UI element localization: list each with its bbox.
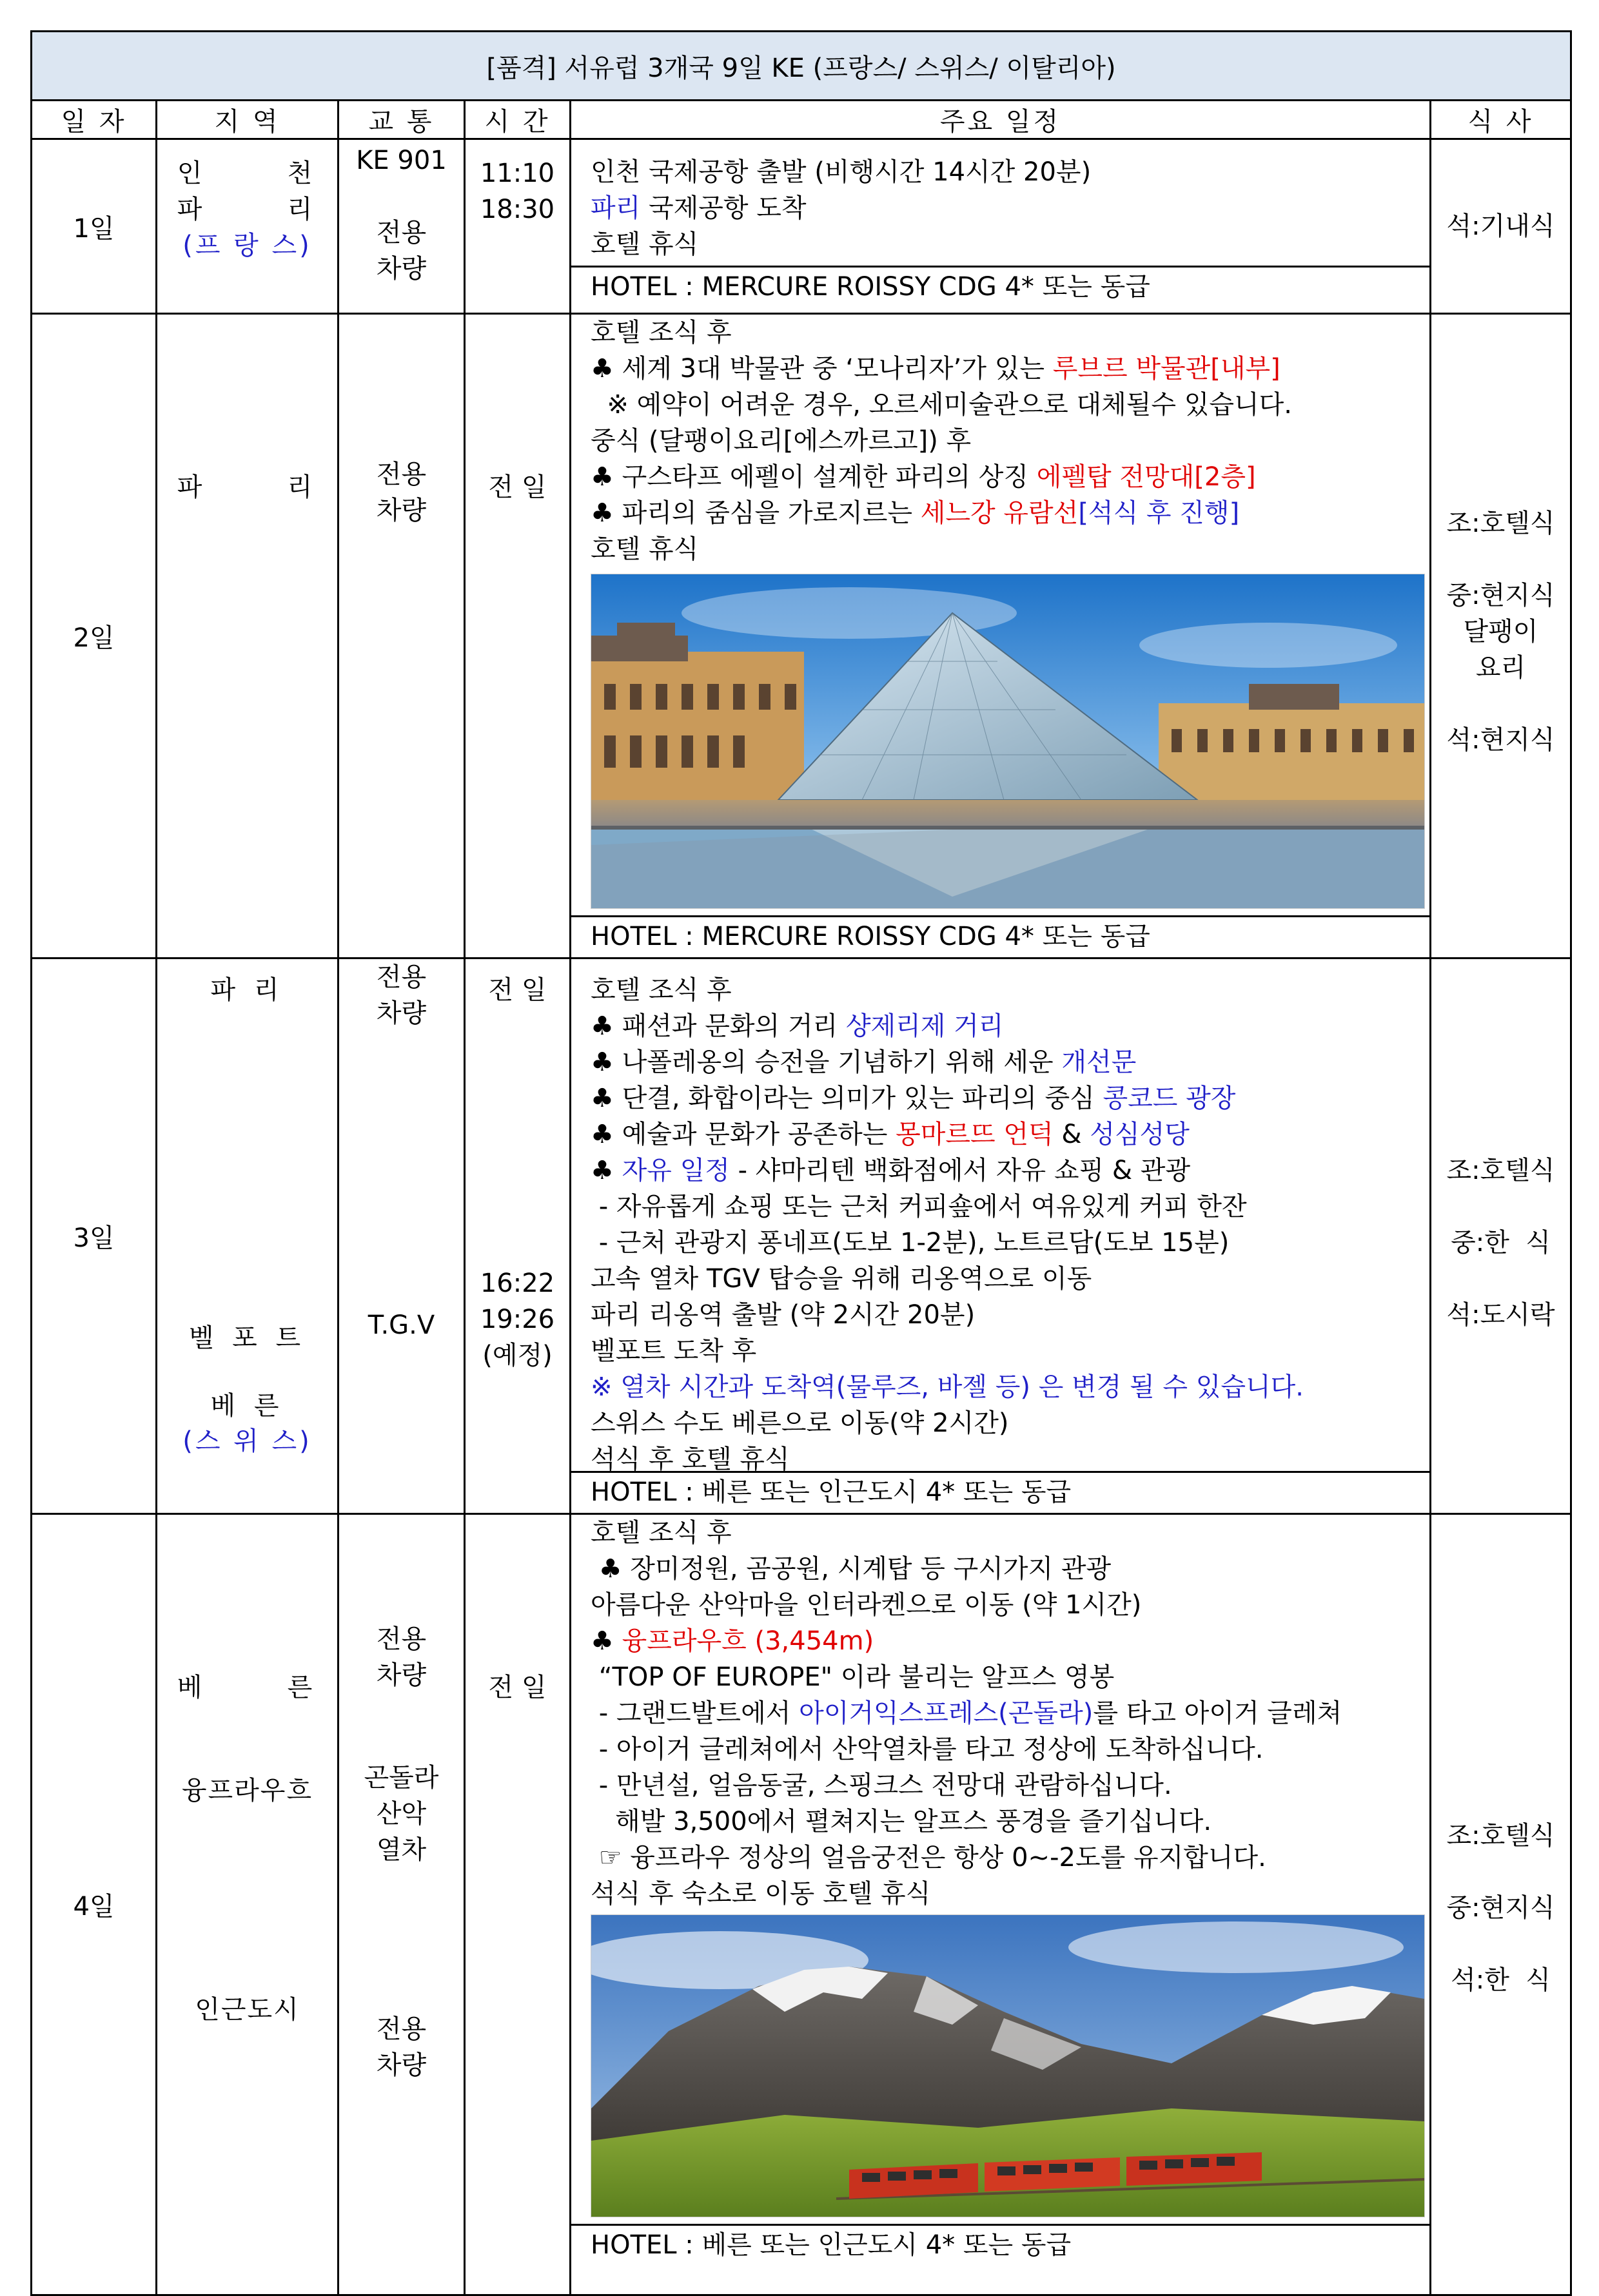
schedule-line: 인천 국제공항 출발 (비행시간 14시간 20분) bbox=[591, 157, 1092, 187]
itinerary-table bbox=[30, 30, 1572, 2296]
day-label: 1일 bbox=[32, 139, 157, 314]
region-cell bbox=[157, 314, 338, 958]
transport-text: 차량 bbox=[376, 1660, 427, 1690]
meal-text: 중:현지식 bbox=[1446, 1893, 1555, 1923]
schedule-line: 호텔 휴식 bbox=[591, 534, 699, 564]
schedule-line: 석식 후 숙소로 이동 호텔 휴식 bbox=[591, 1879, 931, 1909]
transport-text: 전용 bbox=[376, 460, 427, 489]
header-day: 일 자 bbox=[32, 101, 157, 139]
time-text: 11:10 bbox=[480, 159, 555, 188]
schedule-line: 중식 (달팽이요리[에스까르고]) 후 bbox=[591, 426, 972, 456]
meal-cell bbox=[1431, 1514, 1571, 2295]
transport-text: 차량 bbox=[376, 254, 427, 284]
itinerary-document bbox=[30, 30, 1570, 2260]
schedule-line: ☞ 융프라우 정상의 얼음궁전은 항상 0~-2도를 유지합니다. bbox=[591, 1843, 1266, 1873]
meal-text: 석:도시락 bbox=[1446, 1300, 1555, 1330]
region-name: 융프라우흐 bbox=[181, 1776, 313, 1805]
schedule-line: 호텔 휴식 bbox=[591, 229, 699, 259]
time-text: 16:22 bbox=[480, 1269, 555, 1298]
time-cell bbox=[465, 1514, 571, 2295]
region-cell bbox=[157, 958, 338, 1514]
day-row-1 bbox=[32, 139, 1571, 314]
day-row-2 bbox=[32, 314, 1571, 958]
schedule-line: 석식 후 호텔 휴식 bbox=[591, 1445, 790, 1474]
schedule-line: ♣ 파리의 줌심을 가로지르는 세느강 유람선[석식 후 진행] bbox=[591, 498, 1240, 528]
region-name: 파 리 bbox=[177, 472, 318, 502]
transport-cell bbox=[338, 314, 465, 958]
time-text: 18:30 bbox=[480, 195, 555, 224]
header-time: 시 간 bbox=[465, 101, 571, 139]
schedule-line: ♣ 예술과 문화가 공존하는 몽마르뜨 언덕 & 성심성당 bbox=[591, 1120, 1190, 1149]
country-name: (스 위 스) bbox=[182, 1426, 312, 1456]
hotel-line: HOTEL : 베른 또는 인근도시 4* 또는 동급 bbox=[571, 2224, 1429, 2266]
schedule-cell bbox=[571, 958, 1431, 1514]
day-row-4 bbox=[32, 1514, 1571, 2295]
meal-cell bbox=[1431, 958, 1571, 1514]
region-name: 파 리 bbox=[177, 195, 318, 224]
transport-cell bbox=[338, 958, 465, 1514]
time-cell bbox=[465, 139, 571, 314]
schedule-line: 호텔 조식 후 bbox=[591, 975, 732, 1005]
meal-text: 중:한 식 bbox=[1451, 1228, 1551, 1258]
schedule-line: ♣ 단결, 화합이라는 의미가 있는 파리의 중심 콩코드 광장 bbox=[591, 1084, 1236, 1113]
time-text: 19:26 bbox=[480, 1305, 555, 1334]
region-name: 인근도시 bbox=[195, 1995, 300, 2025]
meal-cell bbox=[1431, 139, 1571, 314]
hotel-line: HOTEL : 베른 또는 인근도시 4* 또는 동급 bbox=[571, 1471, 1429, 1513]
transport-cell bbox=[338, 1514, 465, 2295]
transport-text: 차량 bbox=[376, 998, 427, 1028]
meal-text: 석:현지식 bbox=[1446, 725, 1555, 755]
header-schedule: 주요 일정 bbox=[571, 101, 1431, 139]
transport-text: 전용 bbox=[376, 2014, 427, 2044]
region-name: 베 른 bbox=[177, 1673, 318, 1702]
meal-cell bbox=[1431, 314, 1571, 958]
meal-text: 조:호텔식 bbox=[1446, 1821, 1555, 1851]
jungfrau-photo bbox=[591, 1914, 1425, 2217]
flight-number: KE 901 bbox=[356, 146, 447, 175]
schedule-line: “TOP OF EUROPE" 이라 불리는 알프스 영봉 bbox=[591, 1662, 1115, 1692]
time-text: (예정) bbox=[482, 1341, 553, 1370]
day-label: 3일 bbox=[32, 958, 157, 1514]
schedule-cell bbox=[571, 314, 1431, 958]
schedule-cell bbox=[571, 1514, 1431, 2295]
schedule-line: ♣ 나폴레옹의 승전을 기념하기 위해 세운 개선문 bbox=[591, 1047, 1137, 1077]
schedule-line: 스위스 수도 베른으로 이동(약 2시간) bbox=[591, 1408, 1009, 1438]
header-region: 지 역 bbox=[157, 101, 338, 139]
table-header-row bbox=[32, 101, 1571, 139]
schedule-line: ♣ 구스타프 에펠이 설계한 파리의 상징 에펠탑 전망대[2층] bbox=[591, 462, 1256, 492]
schedule-line: - 만년설, 얼음동굴, 스핑크스 전망대 관람하십니다. bbox=[591, 1771, 1172, 1800]
schedule-line: 호텔 조식 후 bbox=[591, 1518, 732, 1548]
time-text: 전 일 bbox=[488, 472, 547, 502]
country-name: (프 랑 스) bbox=[182, 231, 312, 260]
header-transport: 교 통 bbox=[338, 101, 465, 139]
schedule-line: - 그랜드발트에서 아이거익스프레스(곤돌라)를 타고 아이거 글레쳐 bbox=[591, 1698, 1342, 1728]
schedule-line: - 자유롭게 쇼핑 또는 근처 커피숖에서 여유있게 커피 한잔 bbox=[591, 1192, 1247, 1221]
region-name: 파 리 bbox=[210, 975, 284, 1005]
louvre-pyramid-image bbox=[591, 574, 1424, 908]
hotel-line: HOTEL : MERCURE ROISSY CDG 4* 또는 동급 bbox=[571, 266, 1429, 307]
region-cell bbox=[157, 139, 338, 314]
meal-text: 달팽이 bbox=[1463, 617, 1538, 647]
time-text: 전 일 bbox=[488, 975, 547, 1005]
schedule-line: 아름다운 산악마을 인터라켄으로 이동 (약 1시간) bbox=[591, 1590, 1142, 1620]
region-name: 인 천 bbox=[177, 159, 318, 188]
schedule-line: ♣ 세계 3대 박물관 중 ‘모나리자’가 있는 루브르 박물관[내부] bbox=[591, 354, 1280, 384]
transport-text: 전용 bbox=[376, 962, 427, 992]
schedule-line: 고속 열차 TGV 탑승을 위해 리옹역으로 이동 bbox=[591, 1264, 1092, 1294]
schedule-cell bbox=[571, 139, 1431, 314]
document-title: [품격] 서유럽 3개국 9일 KE (프랑스/ 스위스/ 이탈리아) bbox=[32, 32, 1571, 101]
transport-cell bbox=[338, 139, 465, 314]
schedule-line: 파리 국제공항 도착 bbox=[591, 193, 807, 223]
transport-text: 차량 bbox=[376, 2050, 427, 2080]
meal-text: 중:현지식 bbox=[1446, 581, 1555, 610]
schedule-line: - 아이거 글레쳐에서 산악열차를 타고 정상에 도착하십니다. bbox=[591, 1735, 1264, 1764]
schedule-line: ※ 예약이 어려운 경우, 오르세미술관으로 대체될수 있습니다. bbox=[591, 390, 1293, 420]
transport-text: 곤돌라 bbox=[364, 1763, 439, 1793]
meal-text: 석:기내식 bbox=[1446, 211, 1555, 241]
hotel-line: HOTEL : MERCURE ROISSY CDG 4* 또는 동급 bbox=[571, 915, 1429, 957]
transport-text: 열차 bbox=[376, 1835, 427, 1865]
day-row-3 bbox=[32, 958, 1571, 1514]
meal-text: 석:한 식 bbox=[1451, 1965, 1551, 1995]
transport-text: 전용 bbox=[376, 1624, 427, 1654]
schedule-line: 호텔 조식 후 bbox=[591, 318, 732, 347]
meal-text: 요리 bbox=[1475, 653, 1526, 683]
day-label: 4일 bbox=[32, 1514, 157, 2295]
transport-text: 산악 bbox=[376, 1799, 427, 1829]
region-name: 벨 포 트 bbox=[188, 1323, 306, 1353]
schedule-line: ♣ 장미정원, 곰공원, 시계탑 등 구시가지 관광 bbox=[591, 1554, 1112, 1584]
time-cell bbox=[465, 314, 571, 958]
transport-text: 전용 bbox=[376, 218, 427, 248]
schedule-line: ♣ 자유 일정 - 샤마리텐 백화점에서 자유 쇼핑 & 관광 bbox=[591, 1156, 1191, 1185]
header-meal: 식 사 bbox=[1431, 101, 1571, 139]
schedule-line: ♣ 융프라우흐 (3,454m) bbox=[591, 1626, 874, 1656]
schedule-line: ♣ 패션과 문화의 거리 샹제리제 거리 bbox=[591, 1011, 1004, 1041]
meal-text: 조:호텔식 bbox=[1446, 509, 1555, 538]
day-label: 2일 bbox=[32, 314, 157, 958]
time-cell bbox=[465, 958, 571, 1514]
time-text: 전 일 bbox=[488, 1673, 547, 1702]
schedule-line: 파리 리옹역 출발 (약 2시간 20분) bbox=[591, 1300, 976, 1330]
schedule-line: 해발 3,500에서 펼쳐지는 알프스 풍경을 즐기십니다. bbox=[591, 1807, 1212, 1836]
alps-train-image bbox=[591, 1915, 1424, 2217]
transport-text: 차량 bbox=[376, 496, 427, 525]
schedule-notice: ※ 열차 시간과 도착역(물루즈, 바젤 등) 은 변경 될 수 있습니다. bbox=[591, 1372, 1304, 1402]
transport-text: T.G.V bbox=[368, 1310, 435, 1340]
schedule-line: 벨포트 도착 후 bbox=[591, 1336, 757, 1366]
meal-text: 조:호텔식 bbox=[1446, 1156, 1555, 1185]
louvre-photo bbox=[591, 574, 1425, 909]
schedule-line: - 근처 관광지 퐁네프(도보 1-2분), 노트르담(도보 15분) bbox=[591, 1228, 1230, 1258]
region-name: 베 른 bbox=[210, 1391, 284, 1421]
region-cell bbox=[157, 1514, 338, 2295]
